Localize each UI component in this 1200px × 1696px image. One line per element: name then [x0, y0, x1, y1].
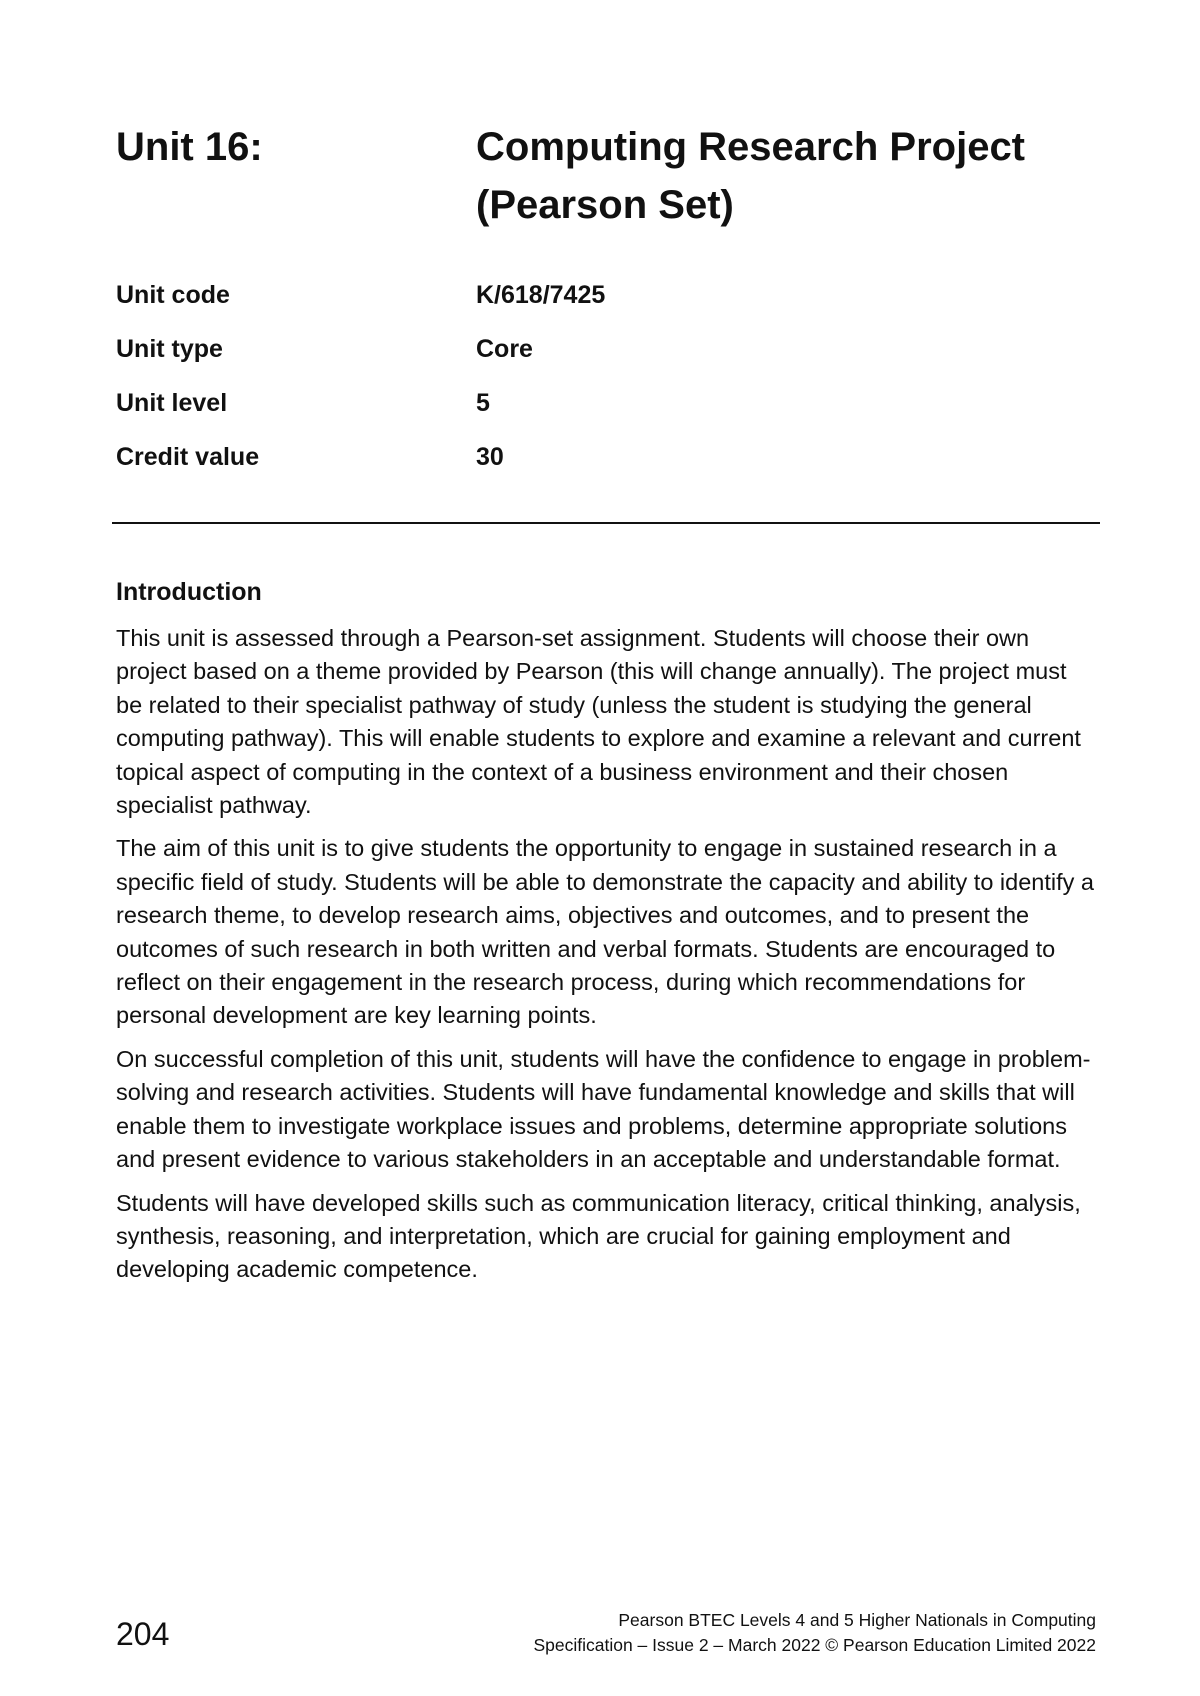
meta-label: Credit value — [116, 442, 260, 471]
introduction-paragraph-3: On successful completion of this unit, students will have the confidence to engage in problem-solving and research activities. Students will have fundamental knowledge and skills that will enable them to investigate workplace issues and problems, determine appropriate solutions and present evidence to various stakeholders in an acceptable and understandable format. — [116, 1045, 1091, 1173]
meta-row-unit-code — [116, 268, 1096, 322]
unit-title-line-2: (Pearson Set) — [476, 183, 734, 227]
unit-header — [116, 118, 1096, 234]
section-divider — [112, 522, 1100, 524]
unit-number: Unit 16: — [116, 125, 263, 169]
unit-title — [476, 118, 1025, 234]
page-number: 204 — [116, 1616, 170, 1652]
meta-label: Unit code — [116, 280, 230, 309]
introduction-section — [116, 574, 1096, 1297]
unit-title-line-1: Computing Research Project — [476, 125, 1026, 169]
introduction-heading: Introduction — [116, 578, 262, 606]
meta-label: Unit type — [116, 334, 223, 363]
introduction-paragraph-2: The aim of this unit is to give students the opportunity to engage in sustained research in a specific field of study. Students will be able to demonstrate the capacity and ability to identify a research theme, to develop research aims, objectives and outcomes, and to present the outcomes of such research in both written and verbal formats. Students are encouraged to reflect on their engagement in the research process, during which recommendations for personal development are key learning points. — [116, 835, 1094, 1029]
footer-publication-info — [533, 1608, 1096, 1658]
meta-row-unit-type — [116, 322, 1096, 376]
meta-value: K/618/7425 — [476, 280, 606, 309]
meta-row-credit-value — [116, 430, 1096, 484]
introduction-paragraph-1: This unit is assessed through a Pearson-set assignment. Students will choose their own project based on a theme provided by Pearson (this will change annually). The project must be related to their specialist pathway of study (unless the student is studying the general computing pathway). This will enable students to explore and examine a relevant and current topical aspect of computing in the context of a business environment and their chosen specialist pathway. — [116, 625, 1081, 819]
unit-meta-table — [116, 268, 1096, 484]
footer-line-2: Specification – Issue 2 – March 2022 © Pearson Education Limited 2022 — [533, 1635, 1096, 1655]
meta-row-unit-level — [116, 376, 1096, 430]
meta-value: 5 — [476, 388, 490, 417]
introduction-paragraph-4: Students will have developed skills such as communication literacy, critical thinking, analysis, synthesis, reasoning, and interpretation, which are crucial for gaining employment and developing academic competence. — [116, 1189, 1081, 1283]
meta-label: Unit level — [116, 388, 228, 417]
meta-value: Core — [476, 334, 533, 363]
footer-line-1: Pearson BTEC Levels 4 and 5 Higher Nationals in Computing — [618, 1610, 1096, 1630]
meta-value: 30 — [476, 442, 504, 471]
